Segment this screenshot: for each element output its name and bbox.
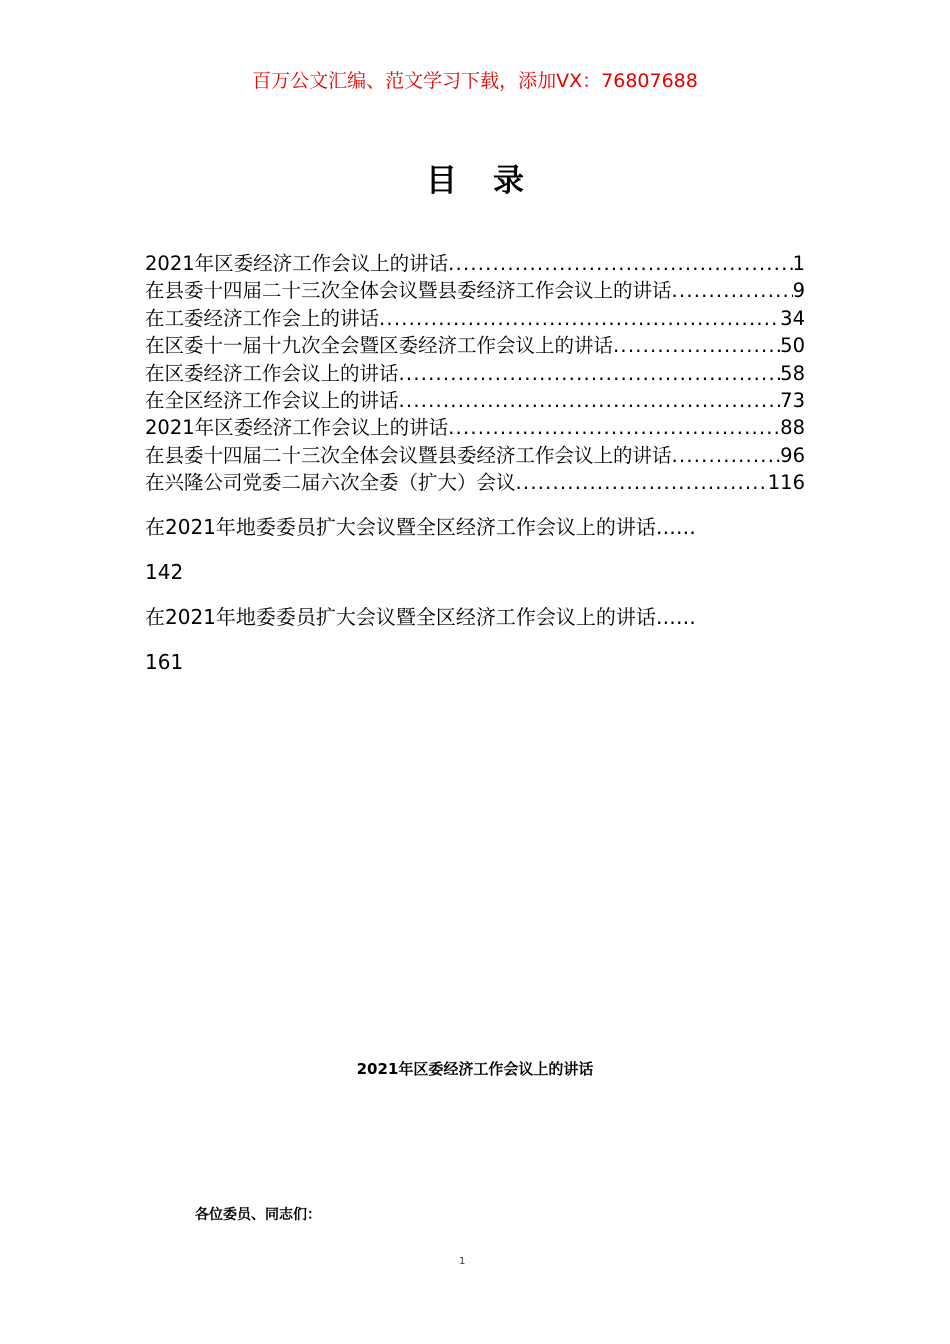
toc-entry[interactable] xyxy=(145,414,805,441)
toc-entry[interactable] xyxy=(145,442,805,469)
toc-entry[interactable] xyxy=(145,332,805,359)
toc-entry-title: 在工委经济工作会上的讲话 xyxy=(145,306,380,330)
toc-leader-dots xyxy=(613,332,780,359)
toc-entry-page: 96 xyxy=(780,443,805,467)
toc-entry-title: 在区委经济工作会议上的讲话 xyxy=(145,361,399,385)
toc-entry-page: 34 xyxy=(780,306,805,330)
toc-entry[interactable] xyxy=(145,305,805,332)
toc-title: 目录 xyxy=(426,163,560,199)
toc-leader-dots xyxy=(448,250,792,277)
toc-leader-dots xyxy=(379,305,780,332)
toc-entry-page: 1 xyxy=(792,252,805,275)
toc-leader-dots xyxy=(672,442,781,469)
toc-entry-title: 2021年区委经济工作会议上的讲话 xyxy=(145,416,449,440)
toc-entry-title: 在区委十一届十九次全会暨区委经济工作会议上的讲话 xyxy=(145,334,614,358)
toc-entry[interactable] xyxy=(145,387,805,414)
toc-leader-dots xyxy=(672,277,793,304)
toc-entry-page: 9 xyxy=(792,279,805,303)
toc-entry-page: 116 xyxy=(767,471,805,495)
toc-leader-dots xyxy=(399,387,781,414)
toc-entry-title: 在县委十四届二十三次全体会议暨县委经济工作会议上的讲话 xyxy=(145,443,672,467)
watermark-banner: 百万公文汇编、范文学习下载，添加VX：76807688 xyxy=(252,70,698,92)
section-heading: 2021年区委经济工作会议上的讲话 xyxy=(356,1060,594,1078)
toc-list xyxy=(145,250,805,497)
toc-entry-page: 58 xyxy=(780,361,805,385)
toc-entry-wrapped[interactable] xyxy=(145,514,805,585)
toc-entry-title: 在兴隆公司党委二届六次全委（扩大）会议 xyxy=(145,471,516,495)
toc-entry-wrapped[interactable] xyxy=(145,604,805,675)
toc-entry[interactable] xyxy=(145,360,805,387)
toc-entry-title: 2021年区委经济工作会议上的讲话 xyxy=(145,252,449,275)
toc-entry-title: 在全区经济工作会议上的讲话 xyxy=(145,388,399,412)
toc-entry-page: 73 xyxy=(780,388,805,412)
toc-entry[interactable] xyxy=(145,469,805,496)
toc-leader-dots xyxy=(516,469,768,496)
toc-leader-dots xyxy=(399,360,781,387)
toc-entry-title: 在2021年地委委员扩大会议暨全区经济工作会议上的讲话…… xyxy=(145,605,696,629)
salutation: 各位委员、同志们： xyxy=(195,1207,321,1223)
toc-entry-page: 50 xyxy=(780,334,805,358)
toc-entry-page: 142 xyxy=(145,560,184,584)
toc-entry[interactable] xyxy=(145,250,805,277)
toc-leader-dots xyxy=(448,414,780,441)
page-number: 1 xyxy=(459,1256,466,1267)
toc-entry-title: 在县委十四届二十三次全体会议暨县委经济工作会议上的讲话 xyxy=(145,279,672,303)
toc-entry-page: 161 xyxy=(145,650,184,674)
toc-entry-title: 在2021年地委委员扩大会议暨全区经济工作会议上的讲话…… xyxy=(145,515,696,539)
toc-entry-page: 88 xyxy=(780,416,805,440)
toc-entry[interactable] xyxy=(145,277,805,304)
